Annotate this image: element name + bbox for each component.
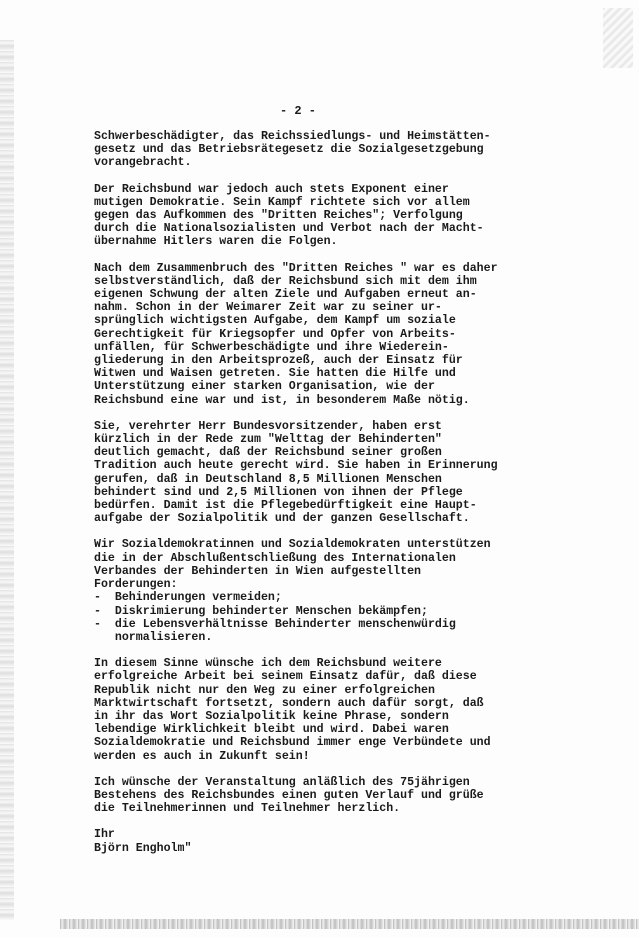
text-line: In diesem Sinne wünsche ich dem Reichsbund weitere	[94, 657, 442, 671]
paragraph	[94, 130, 534, 170]
text-line: kürzlich in der Rede zum "Welttag der Behinderten"	[94, 433, 442, 447]
text-line: die Teilnehmerinnen und Teilnehmer herzlich.	[94, 802, 401, 816]
text-line: Sie, verehrter Herr Bundesvorsitzender, haben erst	[94, 419, 442, 433]
letter-body	[94, 130, 534, 855]
closing-paragraphs	[94, 657, 534, 815]
demand-item: - Diskrimierung behinderter Menschen bekämpfen;	[94, 604, 428, 618]
text-line: Ich wünsche der Veranstaltung anläßlich des 75jährigen	[94, 775, 470, 789]
scan-bottom-artifact	[60, 919, 639, 929]
text-line: Verbandes der Behinderten in Wien aufgestellten	[94, 564, 421, 578]
text-line: Reichsbund eine war und ist, in besonderem Maße nötig.	[94, 393, 470, 407]
paragraph	[94, 420, 534, 526]
text-line: Unterstützung einer starken Organisation, wie der	[94, 380, 435, 394]
text-line: Nach dem Zusammenbruch des "Dritten Reiches " war es daher	[94, 261, 498, 275]
text-line: unfällen, für Schwerbeschädigte und ihre Wiederein-	[94, 340, 449, 354]
text-line: sprünglich wichtigsten Aufgabe, dem Kampf um soziale	[94, 314, 456, 328]
text-line: Sozialdemokratie und Reichsbund immer enge Verbündete und	[94, 736, 491, 750]
text-line: aufgabe der Sozialpolitik und der ganzen Gesellschaft.	[94, 512, 470, 526]
text-line: behindert sind und 2,5 Millionen von ihnen der Pflege	[94, 485, 463, 499]
text-line: lebendige Wirklichkeit bleibt und wird. Dabei waren	[94, 723, 449, 737]
text-line: gesetz und das Betriebsrätegesetz die Sozialgesetzgebung	[94, 143, 484, 157]
text-line: Gerechtigkeit für Kriegsopfer und Opfer von Arbeits-	[94, 327, 456, 341]
text-line: Tradition auch heute gerecht wird. Sie haben in Erinnerung	[94, 459, 498, 473]
scan-corner-artifact	[603, 8, 633, 68]
text-line: Forderungen:	[94, 578, 178, 592]
text-line: gerufen, daß in Deutschland 8,5 Millionen Menschen	[94, 472, 442, 486]
text-line: Witwen und Waisen getreten. Sie hatten die Hilfe und	[94, 367, 456, 381]
scan-edge-artifact	[0, 40, 14, 920]
text-line: Marktwirtschaft fortsetzt, sondern auch dafür sorgt, daß	[94, 696, 484, 710]
text-line: Der Reichsbund war jedoch auch stets Exponent einer	[94, 182, 449, 196]
text-line: Schwerbeschädigter, das Reichssiedlungs- und Heimstätten-	[94, 130, 491, 143]
text-line: selbstverständlich, daß der Reichsbund sich mit dem ihm	[94, 274, 477, 288]
text-line: in ihr das Wort Sozialpolitik keine Phrase, sondern	[94, 709, 449, 723]
text-line: Wir Sozialdemokratinnen und Sozialdemokraten unterstützen	[94, 538, 491, 552]
signature-block	[94, 828, 534, 854]
signature-name: Björn Engholm"	[94, 841, 192, 855]
demand-item: - Behinderungen vermeiden;	[94, 591, 282, 605]
demands-intro	[94, 538, 534, 591]
text-line: durch die Nationalsozialisten und Verbot nach der Macht-	[94, 222, 484, 236]
demand-item: normalisieren.	[94, 630, 213, 644]
paragraph	[94, 776, 534, 816]
signature-salutation: Ihr	[94, 828, 115, 842]
paragraph	[94, 183, 534, 249]
paragraph	[94, 657, 534, 763]
demands-list	[94, 591, 534, 644]
text-line: werden es auch in Zukunft sein!	[94, 749, 310, 763]
text-line: vorangebracht.	[94, 156, 192, 170]
text-line: mutigen Demokratie. Sein Kampf richtete sich vor allem	[94, 195, 470, 209]
text-line: gliederung in den Arbeitsprozeß, auch der Einsatz für	[94, 354, 463, 368]
text-line: die in der Abschlußentschließung des Internationalen	[94, 551, 456, 565]
demand-item: - die Lebensverhältnisse Behinderter menschenwürdig	[94, 617, 456, 631]
body-paragraphs	[94, 130, 534, 525]
text-line: Republik nicht nur den Weg zu einer erfolgreichen	[94, 683, 435, 697]
text-line: nahm. Schon in der Weimarer Zeit war zu seiner ur-	[94, 301, 442, 315]
text-line: eigenen Schwung der alten Ziele und Aufgaben erneut an-	[94, 288, 477, 302]
text-line: erfolgreiche Arbeit bei seinem Einsatz dafür, daß diese	[94, 670, 477, 684]
text-line: bedürfen. Damit ist die Pflegebedürftigkeit eine Haupt-	[94, 499, 477, 513]
text-line: gegen das Aufkommen des "Dritten Reiches"; Verfolgung	[94, 209, 463, 223]
paragraph	[94, 262, 534, 407]
text-line: Bestehens des Reichsbundes einen guten Verlauf und grüße	[94, 788, 484, 802]
text-line: deutlich gemacht, daß der Reichsbund seiner großen	[94, 446, 442, 460]
text-line: übernahme Hitlers waren die Folgen.	[94, 235, 338, 249]
page-number: - 2 -	[280, 104, 317, 118]
